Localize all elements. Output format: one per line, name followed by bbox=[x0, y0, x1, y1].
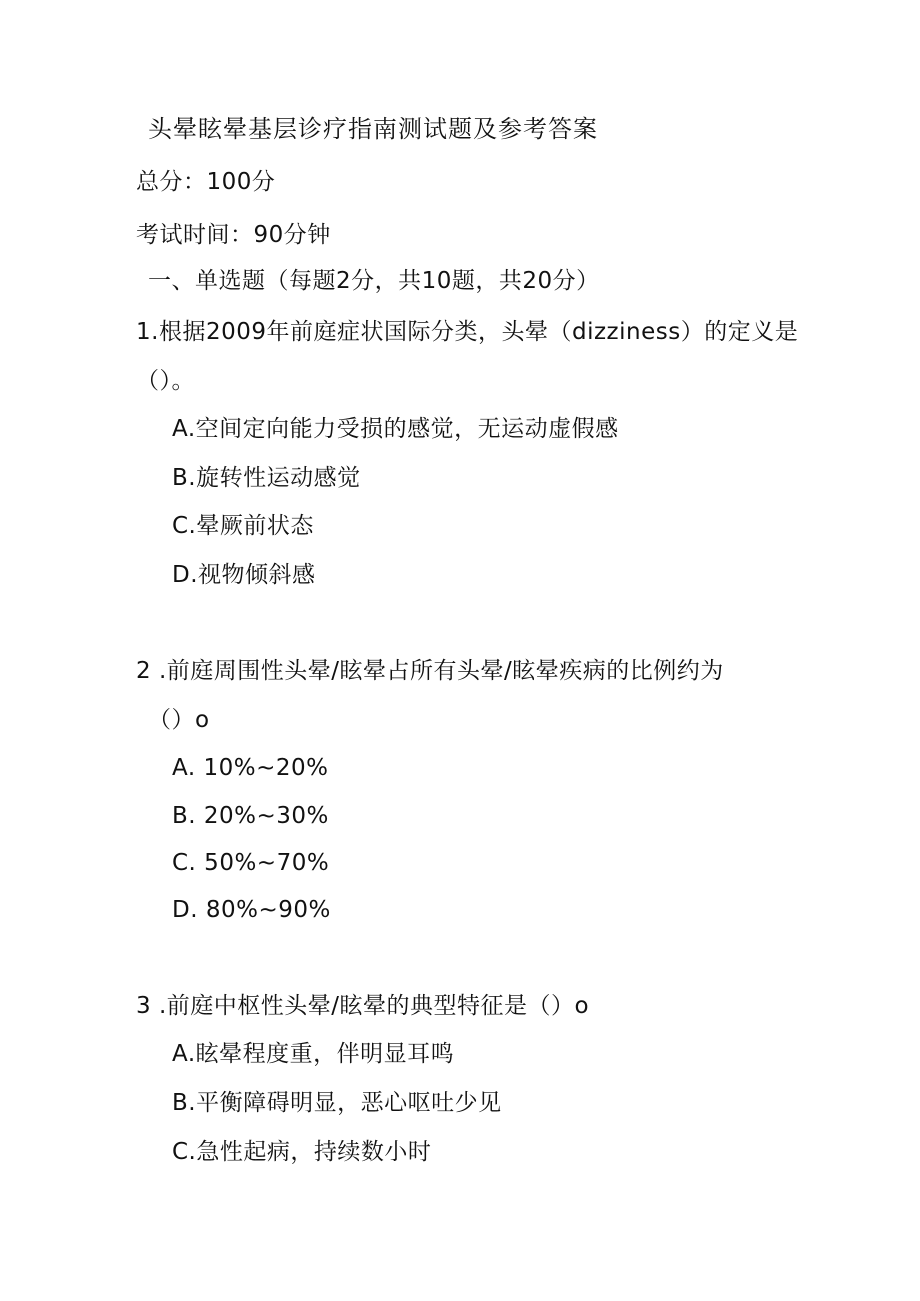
question-stem: 3 .前庭中枢性头晕/眩晕的典型特征是（）o bbox=[136, 993, 590, 1019]
total-score: 总分：100分 bbox=[136, 169, 276, 195]
answer-option: C. 50%~70% bbox=[172, 850, 330, 876]
answer-option: B.平衡障碍明显，恶心呕吐少见 bbox=[172, 1090, 502, 1116]
question-stem-continued: （）o bbox=[148, 707, 210, 733]
question-stem-continued: （）。 bbox=[136, 368, 195, 394]
answer-option: D. 80%~90% bbox=[172, 897, 331, 923]
exam-time: 考试时间：90分钟 bbox=[136, 222, 331, 248]
answer-option: B.旋转性运动感觉 bbox=[172, 465, 361, 491]
answer-option: A.空间定向能力受损的感觉，无运动虚假感 bbox=[172, 416, 619, 442]
question-stem: 2 .前庭周围性头晕/眩晕占所有头晕/眩晕疾病的比例约为 bbox=[136, 658, 724, 684]
answer-option: C.急性起病，持续数小时 bbox=[172, 1139, 432, 1165]
answer-option: A. 10%~20% bbox=[172, 755, 329, 781]
answer-option: C.晕厥前状态 bbox=[172, 513, 314, 539]
question-stem: 1.根据2009年前庭症状国际分类，头晕（dizziness）的定义是 bbox=[136, 319, 799, 345]
answer-option: A.眩晕程度重，伴明显耳鸣 bbox=[172, 1041, 455, 1067]
answer-option: B. 20%~30% bbox=[172, 803, 329, 829]
answer-option: D.视物倾斜感 bbox=[172, 562, 316, 588]
section-heading: 一、单选题（每题2分，共10题，共20分） bbox=[148, 268, 600, 294]
document-title: 头晕眩晕基层诊疗指南测试题及参考答案 bbox=[148, 115, 598, 143]
